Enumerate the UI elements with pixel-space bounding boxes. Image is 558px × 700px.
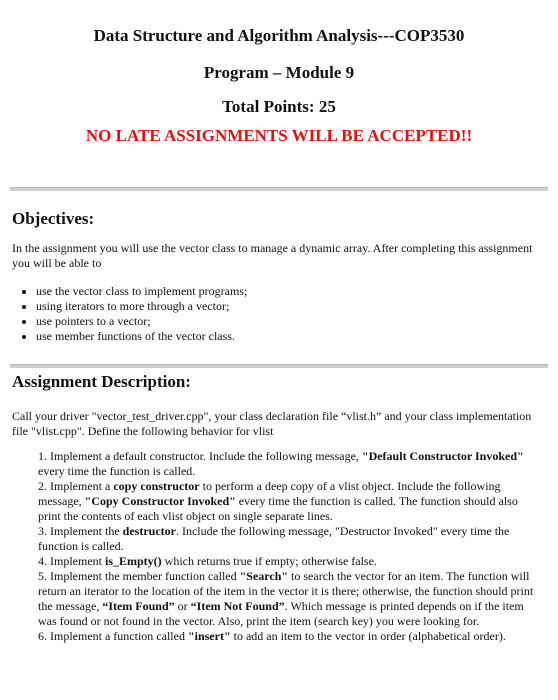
list-item: • using iterators to more through a vector;: [36, 299, 536, 314]
document-title: Data Structure and Algorithm Analysis---COP3530: [93, 26, 465, 45]
objectives-heading: Objectives:: [12, 209, 95, 228]
section-divider: [10, 187, 548, 191]
task-item: 1. Implement a default constructor. Include the following message, "Default Constructor Invoked" every time the function is called.: [38, 449, 524, 478]
task-item: 6. Implement a function called "insert" to add an item to the vector in order (alphabetical order).: [38, 629, 506, 643]
task-item: 4. Implement is_Empty() which returns true if empty; otherwise false.: [38, 554, 377, 568]
program-module: Program – Module 9: [203, 63, 355, 82]
task-item: 3. Implement the destructor. Include the following message, "Destructor Invoked" every time the function is called.: [38, 524, 510, 553]
assignment-heading: Assignment Description:: [12, 372, 191, 391]
late-warning: NO LATE ASSIGNMENTS WILL BE ACCEPTED!!: [85, 126, 473, 145]
objectives-list: [20, 284, 536, 344]
objectives-intro: In the assignment you will use the vector class to manage a dynamic array. After completing this assignment you will be able to: [12, 241, 533, 270]
task-item: 2. Implement a copy constructor to perform a deep copy of a vlist object. Include the following message, "Copy Constructor Invoked" every time the function is called. The function should also print the contents of each vlist object on single separate lines.: [38, 479, 518, 523]
list-item: • use member functions of the vector class.: [36, 329, 536, 344]
section-divider: [10, 364, 548, 368]
total-points: Total Points: 25: [222, 97, 336, 116]
list-item: • use pointers to a vector;: [36, 314, 536, 329]
task-item: 5. Implement the member function called "Search" to search the vector for an item. The function will return an iterator to the location of the item in the vector it is there; otherwise, the function should print the message, “Item Found” or “Item Not Found”. Which message is printed depends on if the item was found or not found in the vector. Also, print the item (search key) you were looking for.: [38, 569, 534, 628]
list-item: • use the vector class to implement programs;: [36, 284, 536, 299]
task-list: [38, 449, 538, 644]
assignment-intro: Call your driver "vector_test_driver.cpp", your class declaration file “vlist.h” and your class implementation file "vlist.cpp". Define the following behavior for vlist: [12, 409, 532, 438]
